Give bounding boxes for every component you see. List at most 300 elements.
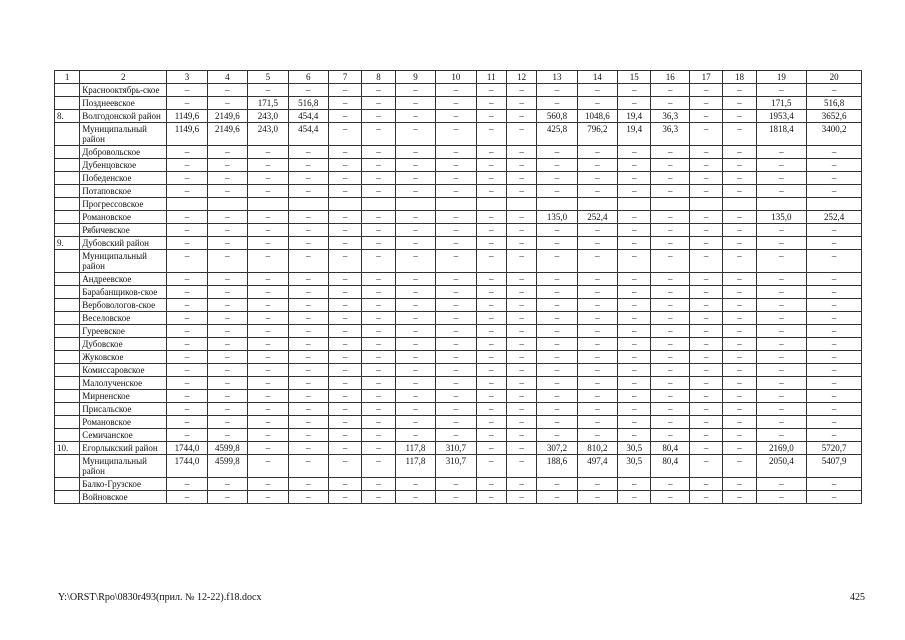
value-cell: – [537, 364, 577, 377]
value-cell: – [577, 286, 617, 299]
value-cell: – [807, 185, 862, 198]
value-cell: – [756, 312, 807, 325]
value-cell: – [723, 364, 756, 377]
value-cell: – [689, 325, 722, 338]
value-cell: – [167, 224, 207, 237]
value-cell: – [476, 416, 506, 429]
value-cell: 171,5 [248, 97, 288, 110]
value-cell: – [537, 416, 577, 429]
value-cell: – [689, 364, 722, 377]
value-cell: – [689, 224, 722, 237]
table-row [55, 377, 862, 390]
value-cell: – [651, 286, 689, 299]
value-cell: – [207, 97, 247, 110]
value-cell: – [651, 390, 689, 403]
row-name-cell: Барабанщиков-ское [80, 286, 167, 299]
value-cell: – [756, 286, 807, 299]
row-index-cell [55, 84, 80, 97]
value-cell: – [288, 172, 328, 185]
row-name-cell: Мирненское [80, 390, 167, 403]
value-cell: – [207, 146, 247, 159]
value-cell: – [651, 250, 689, 273]
value-cell: – [436, 429, 476, 442]
value-cell: – [362, 390, 395, 403]
value-cell: – [248, 237, 288, 250]
value-cell: – [756, 478, 807, 491]
table-row [55, 198, 862, 211]
value-cell: – [362, 478, 395, 491]
value-cell: – [651, 224, 689, 237]
row-index-cell [55, 351, 80, 364]
value-cell: – [756, 403, 807, 416]
value-cell: – [395, 491, 435, 504]
row-name-cell: Вербовологов-ское [80, 299, 167, 312]
value-cell: – [689, 299, 722, 312]
value-cell: 454,4 [288, 123, 328, 146]
value-cell: – [689, 123, 722, 146]
value-cell: – [506, 250, 536, 273]
value-cell: – [506, 211, 536, 224]
value-cell: – [618, 390, 651, 403]
value-cell: – [207, 159, 247, 172]
value-cell: – [618, 224, 651, 237]
value-cell: – [329, 351, 362, 364]
column-number-cell: 11 [476, 71, 506, 84]
value-cell: 5720,7 [807, 442, 862, 455]
value-cell: – [756, 416, 807, 429]
value-cell: – [329, 250, 362, 273]
page-number: 425 [850, 592, 865, 603]
value-cell: – [476, 442, 506, 455]
value-cell: – [506, 146, 536, 159]
value-cell: – [689, 478, 722, 491]
value-cell: – [395, 416, 435, 429]
value-cell: – [506, 123, 536, 146]
value-cell: – [723, 110, 756, 123]
value-cell: – [577, 478, 617, 491]
value-cell: – [506, 286, 536, 299]
value-cell: – [248, 146, 288, 159]
value-cell: – [207, 84, 247, 97]
value-cell: – [248, 429, 288, 442]
value-cell: – [506, 478, 536, 491]
value-cell: – [689, 403, 722, 416]
value-cell: – [506, 351, 536, 364]
value-cell: – [167, 172, 207, 185]
row-name-cell: Жуковское [80, 351, 167, 364]
value-cell: – [723, 299, 756, 312]
value-cell: – [689, 84, 722, 97]
value-cell: – [167, 325, 207, 338]
value-cell: 516,8 [807, 97, 862, 110]
value-cell: – [577, 416, 617, 429]
value-cell: – [689, 172, 722, 185]
table-row [55, 286, 862, 299]
value-cell: – [207, 185, 247, 198]
value-cell: – [723, 429, 756, 442]
value-cell: – [689, 286, 722, 299]
value-cell: – [476, 146, 506, 159]
value-cell: – [329, 403, 362, 416]
value-cell: – [689, 312, 722, 325]
value-cell: – [756, 185, 807, 198]
value-cell: – [207, 250, 247, 273]
value-cell [689, 198, 722, 211]
value-cell: – [288, 224, 328, 237]
table-row [55, 299, 862, 312]
table-row [55, 351, 862, 364]
value-cell [476, 198, 506, 211]
value-cell: – [577, 377, 617, 390]
value-cell: – [436, 224, 476, 237]
value-cell: 3652,6 [807, 110, 862, 123]
value-cell: – [723, 97, 756, 110]
value-cell: 252,4 [577, 211, 617, 224]
table-row [55, 237, 862, 250]
value-cell: – [476, 172, 506, 185]
value-cell: – [207, 403, 247, 416]
value-cell: – [807, 390, 862, 403]
value-cell: – [618, 84, 651, 97]
row-name-cell: Рябичевское [80, 224, 167, 237]
value-cell: – [577, 351, 617, 364]
row-name-cell: Добровольское [80, 146, 167, 159]
value-cell: 243,0 [248, 123, 288, 146]
value-cell: – [577, 273, 617, 286]
value-cell: – [651, 478, 689, 491]
value-cell: – [577, 325, 617, 338]
value-cell: – [807, 351, 862, 364]
value-cell: – [723, 273, 756, 286]
value-cell: – [476, 237, 506, 250]
value-cell [807, 198, 862, 211]
column-number-cell: 10 [436, 71, 476, 84]
table-row [55, 455, 862, 478]
row-index-cell [55, 338, 80, 351]
value-cell: – [807, 224, 862, 237]
value-cell: – [329, 185, 362, 198]
value-cell: – [577, 312, 617, 325]
value-cell: – [329, 491, 362, 504]
value-cell: – [618, 237, 651, 250]
value-cell: – [618, 97, 651, 110]
value-cell: – [723, 338, 756, 351]
value-cell: – [395, 224, 435, 237]
row-name-cell: Малолученское [80, 377, 167, 390]
value-cell: – [689, 455, 722, 478]
value-cell: 19,4 [618, 110, 651, 123]
value-cell: – [723, 478, 756, 491]
value-cell: 1149,6 [167, 123, 207, 146]
value-cell: – [807, 84, 862, 97]
row-index-cell [55, 185, 80, 198]
column-number-cell: 1 [55, 71, 80, 84]
value-cell: – [537, 185, 577, 198]
value-cell: – [329, 273, 362, 286]
value-cell: – [167, 211, 207, 224]
value-cell: 2149,6 [207, 123, 247, 146]
table-row [55, 273, 862, 286]
value-cell: – [577, 299, 617, 312]
value-cell: – [395, 403, 435, 416]
row-index-cell [55, 312, 80, 325]
value-cell: 80,4 [651, 442, 689, 455]
value-cell: – [537, 478, 577, 491]
column-number-cell: 17 [689, 71, 722, 84]
value-cell: – [329, 478, 362, 491]
value-cell: – [395, 377, 435, 390]
value-cell: 135,0 [756, 211, 807, 224]
value-cell: – [436, 390, 476, 403]
value-cell: – [689, 416, 722, 429]
value-cell: – [288, 478, 328, 491]
value-cell: – [506, 429, 536, 442]
value-cell: – [362, 351, 395, 364]
value-cell: 2169,0 [756, 442, 807, 455]
value-cell: – [537, 273, 577, 286]
table-row [55, 491, 862, 504]
value-cell: 307,2 [537, 442, 577, 455]
value-cell: – [362, 110, 395, 123]
value-cell [723, 198, 756, 211]
value-cell: – [207, 237, 247, 250]
column-number-cell: 3 [167, 71, 207, 84]
value-cell: – [167, 273, 207, 286]
value-cell: – [506, 416, 536, 429]
value-cell: – [248, 478, 288, 491]
value-cell: – [651, 325, 689, 338]
value-cell: – [395, 286, 435, 299]
row-index-cell [55, 224, 80, 237]
value-cell: – [651, 84, 689, 97]
value-cell: – [618, 211, 651, 224]
value-cell: 3400,2 [807, 123, 862, 146]
row-name-cell: Муниципальный район [80, 250, 167, 273]
value-cell: 30,5 [618, 455, 651, 478]
value-cell: – [756, 377, 807, 390]
row-index-cell [55, 250, 80, 273]
value-cell: 1744,0 [167, 442, 207, 455]
value-cell: – [288, 237, 328, 250]
value-cell: – [689, 442, 722, 455]
value-cell: – [689, 146, 722, 159]
value-cell: – [207, 416, 247, 429]
table-row [55, 338, 862, 351]
value-cell: – [248, 351, 288, 364]
value-cell: – [756, 299, 807, 312]
value-cell: – [618, 312, 651, 325]
value-cell: – [436, 110, 476, 123]
value-cell: – [723, 377, 756, 390]
value-cell: – [167, 351, 207, 364]
value-cell: – [288, 185, 328, 198]
row-name-cell: Андреевское [80, 273, 167, 286]
value-cell: – [395, 312, 435, 325]
value-cell: – [807, 377, 862, 390]
value-cell: – [362, 273, 395, 286]
column-number-cell: 7 [329, 71, 362, 84]
row-name-cell: Войновское [80, 491, 167, 504]
value-cell: – [476, 403, 506, 416]
value-cell: – [476, 429, 506, 442]
value-cell: – [248, 338, 288, 351]
value-cell: – [723, 416, 756, 429]
value-cell: – [618, 250, 651, 273]
value-cell: – [329, 172, 362, 185]
value-cell: – [248, 286, 288, 299]
value-cell: – [248, 491, 288, 504]
value-cell: – [362, 97, 395, 110]
value-cell: 5407,9 [807, 455, 862, 478]
value-cell: – [476, 159, 506, 172]
value-cell: – [248, 312, 288, 325]
value-cell: – [436, 299, 476, 312]
value-cell: 1818,4 [756, 123, 807, 146]
row-index-cell [55, 172, 80, 185]
value-cell: – [288, 390, 328, 403]
value-cell: – [329, 364, 362, 377]
value-cell: – [288, 403, 328, 416]
value-cell: – [537, 286, 577, 299]
value-cell: – [723, 146, 756, 159]
value-cell: – [577, 97, 617, 110]
value-cell: 19,4 [618, 123, 651, 146]
value-cell: – [288, 325, 328, 338]
value-cell: – [288, 299, 328, 312]
value-cell: – [167, 390, 207, 403]
value-cell: – [167, 338, 207, 351]
value-cell: – [395, 273, 435, 286]
value-cell: – [207, 286, 247, 299]
row-name-cell: Романовское [80, 416, 167, 429]
value-cell: 425,8 [537, 123, 577, 146]
value-cell: – [436, 403, 476, 416]
table-row [55, 146, 862, 159]
value-cell: – [689, 351, 722, 364]
value-cell: – [362, 377, 395, 390]
value-cell: – [807, 146, 862, 159]
value-cell: – [689, 250, 722, 273]
value-cell: – [362, 312, 395, 325]
value-cell: – [506, 338, 536, 351]
value-cell: – [476, 97, 506, 110]
row-index-cell [55, 286, 80, 299]
value-cell: – [618, 478, 651, 491]
value-cell: – [476, 338, 506, 351]
value-cell: – [362, 159, 395, 172]
value-cell: 171,5 [756, 97, 807, 110]
value-cell: – [807, 250, 862, 273]
row-name-cell: Комиссаровское [80, 364, 167, 377]
row-name-cell: Краснооктябрь-ское [80, 84, 167, 97]
data-table [54, 70, 862, 504]
value-cell: – [207, 312, 247, 325]
value-cell: – [689, 377, 722, 390]
value-cell: 1953,4 [756, 110, 807, 123]
table-row [55, 110, 862, 123]
value-cell: – [506, 110, 536, 123]
value-cell: – [436, 491, 476, 504]
value-cell: – [329, 286, 362, 299]
value-cell: – [329, 146, 362, 159]
value-cell: – [167, 237, 207, 250]
row-name-cell: Гуреевское [80, 325, 167, 338]
value-cell: – [756, 491, 807, 504]
value-cell: – [248, 299, 288, 312]
value-cell: – [651, 429, 689, 442]
row-name-cell: Позднеевское [80, 97, 167, 110]
row-index-cell [55, 325, 80, 338]
value-cell [506, 198, 536, 211]
value-cell: – [756, 390, 807, 403]
value-cell: – [689, 97, 722, 110]
value-cell: – [506, 403, 536, 416]
row-name-cell: Семичанское [80, 429, 167, 442]
value-cell: – [689, 159, 722, 172]
value-cell: – [288, 455, 328, 478]
value-cell: – [651, 97, 689, 110]
value-cell: 454,4 [288, 110, 328, 123]
row-index-cell [55, 123, 80, 146]
row-name-cell: Муниципальный район [80, 455, 167, 478]
table-row [55, 123, 862, 146]
value-cell: – [807, 429, 862, 442]
value-cell: – [577, 403, 617, 416]
value-cell: – [618, 185, 651, 198]
value-cell: – [362, 185, 395, 198]
value-cell: – [577, 224, 617, 237]
value-cell: – [329, 416, 362, 429]
column-number-row [55, 71, 862, 84]
column-number-cell: 20 [807, 71, 862, 84]
value-cell: – [506, 299, 536, 312]
value-cell: – [207, 390, 247, 403]
value-cell: – [689, 110, 722, 123]
value-cell: 560,8 [537, 110, 577, 123]
value-cell: – [537, 377, 577, 390]
table-row [55, 325, 862, 338]
value-cell: – [651, 338, 689, 351]
value-cell: – [329, 390, 362, 403]
value-cell: – [167, 491, 207, 504]
row-name-cell: Волгодонской район [80, 110, 167, 123]
value-cell: 30,5 [618, 442, 651, 455]
value-cell: 243,0 [248, 110, 288, 123]
value-cell: – [329, 312, 362, 325]
value-cell: – [288, 286, 328, 299]
value-cell: – [362, 84, 395, 97]
value-cell: – [329, 429, 362, 442]
value-cell [577, 198, 617, 211]
value-cell: – [167, 377, 207, 390]
value-cell: – [756, 429, 807, 442]
value-cell: – [288, 338, 328, 351]
value-cell: – [723, 325, 756, 338]
value-cell: – [577, 146, 617, 159]
value-cell: 36,3 [651, 123, 689, 146]
value-cell: – [395, 237, 435, 250]
value-cell: – [362, 403, 395, 416]
value-cell: – [689, 429, 722, 442]
value-cell: – [288, 416, 328, 429]
row-index-cell [55, 364, 80, 377]
value-cell: – [506, 159, 536, 172]
row-index-cell [55, 478, 80, 491]
table-row [55, 159, 862, 172]
value-cell: – [537, 403, 577, 416]
value-cell: – [807, 237, 862, 250]
value-cell: – [436, 185, 476, 198]
